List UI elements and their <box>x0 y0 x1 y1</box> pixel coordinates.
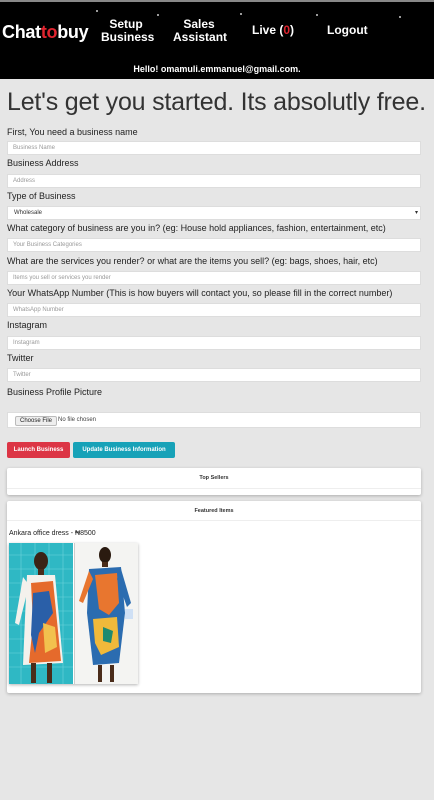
profile-picture-file-input <box>7 412 421 428</box>
featured-items-title: Featured Items <box>194 508 234 514</box>
launch-business-button[interactable]: Launch Business <box>7 442 70 458</box>
nav-setup-line2: Business <box>101 30 155 44</box>
product-name[interactable]: Ankara office dress - ₦8500 <box>9 530 96 537</box>
twitter-input[interactable]: Twitter <box>7 368 421 382</box>
address-label: Business Address <box>7 158 79 168</box>
profile-picture-label: Business Profile Picture <box>7 387 103 397</box>
nav-live-close: ) <box>290 23 295 37</box>
decor-dot <box>240 13 242 15</box>
divider <box>7 520 421 521</box>
choose-file-button[interactable]: Choose File <box>15 416 57 426</box>
nav-sales-assistant[interactable] <box>173 17 228 44</box>
logo-part-to: to <box>40 22 58 42</box>
decor-dot <box>96 10 98 12</box>
nav-sales-line2: Assistant <box>173 30 228 44</box>
address-input[interactable]: Address <box>7 174 421 188</box>
page-title: Let's get you started. Its absolutly free. <box>7 88 426 116</box>
decor-dot <box>316 14 318 16</box>
nav-live[interactable] <box>251 24 295 37</box>
featured-items-section <box>7 501 421 693</box>
live-count-badge: 0 <box>283 23 291 37</box>
divider <box>7 488 421 489</box>
logo[interactable] <box>2 22 88 43</box>
services-label: What are the services you render? or what are the items you sell? (eg: bags, shoes, hair, etc) <box>7 256 378 266</box>
business-name-input[interactable]: Business Name <box>7 141 421 155</box>
nav-setup-business[interactable] <box>101 17 155 44</box>
business-name-label: First, You need a business name <box>7 127 138 137</box>
business-type-label: Type of Business <box>7 191 76 201</box>
whatsapp-input[interactable]: WhatsApp Number <box>7 303 421 317</box>
nav-logout[interactable]: Logout <box>327 23 368 37</box>
user-greeting: Hello! omamuli.emmanuel@gmail.com. <box>133 64 301 74</box>
file-status-text: No file chosen <box>58 417 97 423</box>
services-input[interactable]: Items you sell or services you render <box>7 271 421 285</box>
category-label: What category of business are you in? (eg: House hold appliances, fashion, entertainment, etc) <box>7 223 386 233</box>
product-image[interactable] <box>9 543 138 684</box>
dropdown-caret-icon: ▾ <box>414 210 418 216</box>
instagram-label: Instagram <box>7 320 48 330</box>
update-business-button[interactable]: Update Business Information <box>73 442 175 458</box>
logo-part-chat: Chat <box>2 22 41 42</box>
top-sellers-title: Top Sellers <box>199 475 229 481</box>
top-navbar <box>0 0 434 79</box>
instagram-input[interactable]: Instagram <box>7 336 421 350</box>
twitter-label: Twitter <box>7 353 34 363</box>
decor-dot <box>157 14 159 16</box>
nav-setup-line1: Setup <box>109 17 143 31</box>
nav-sales-line1: Sales <box>183 17 215 31</box>
whatsapp-label: Your WhatsApp Number (This is how buyers will contact you, so please fill in the correct number) <box>7 288 393 298</box>
logo-part-buy: buy <box>57 22 89 42</box>
nav-live-label: Live ( <box>251 23 284 37</box>
product-photo-illustration <box>9 543 138 684</box>
top-sellers-section <box>7 468 421 495</box>
business-type-value: Wholesale <box>14 210 43 216</box>
decor-dot <box>399 16 401 18</box>
category-input[interactable]: Your Business Categories <box>7 238 421 252</box>
business-type-select[interactable] <box>7 206 421 220</box>
